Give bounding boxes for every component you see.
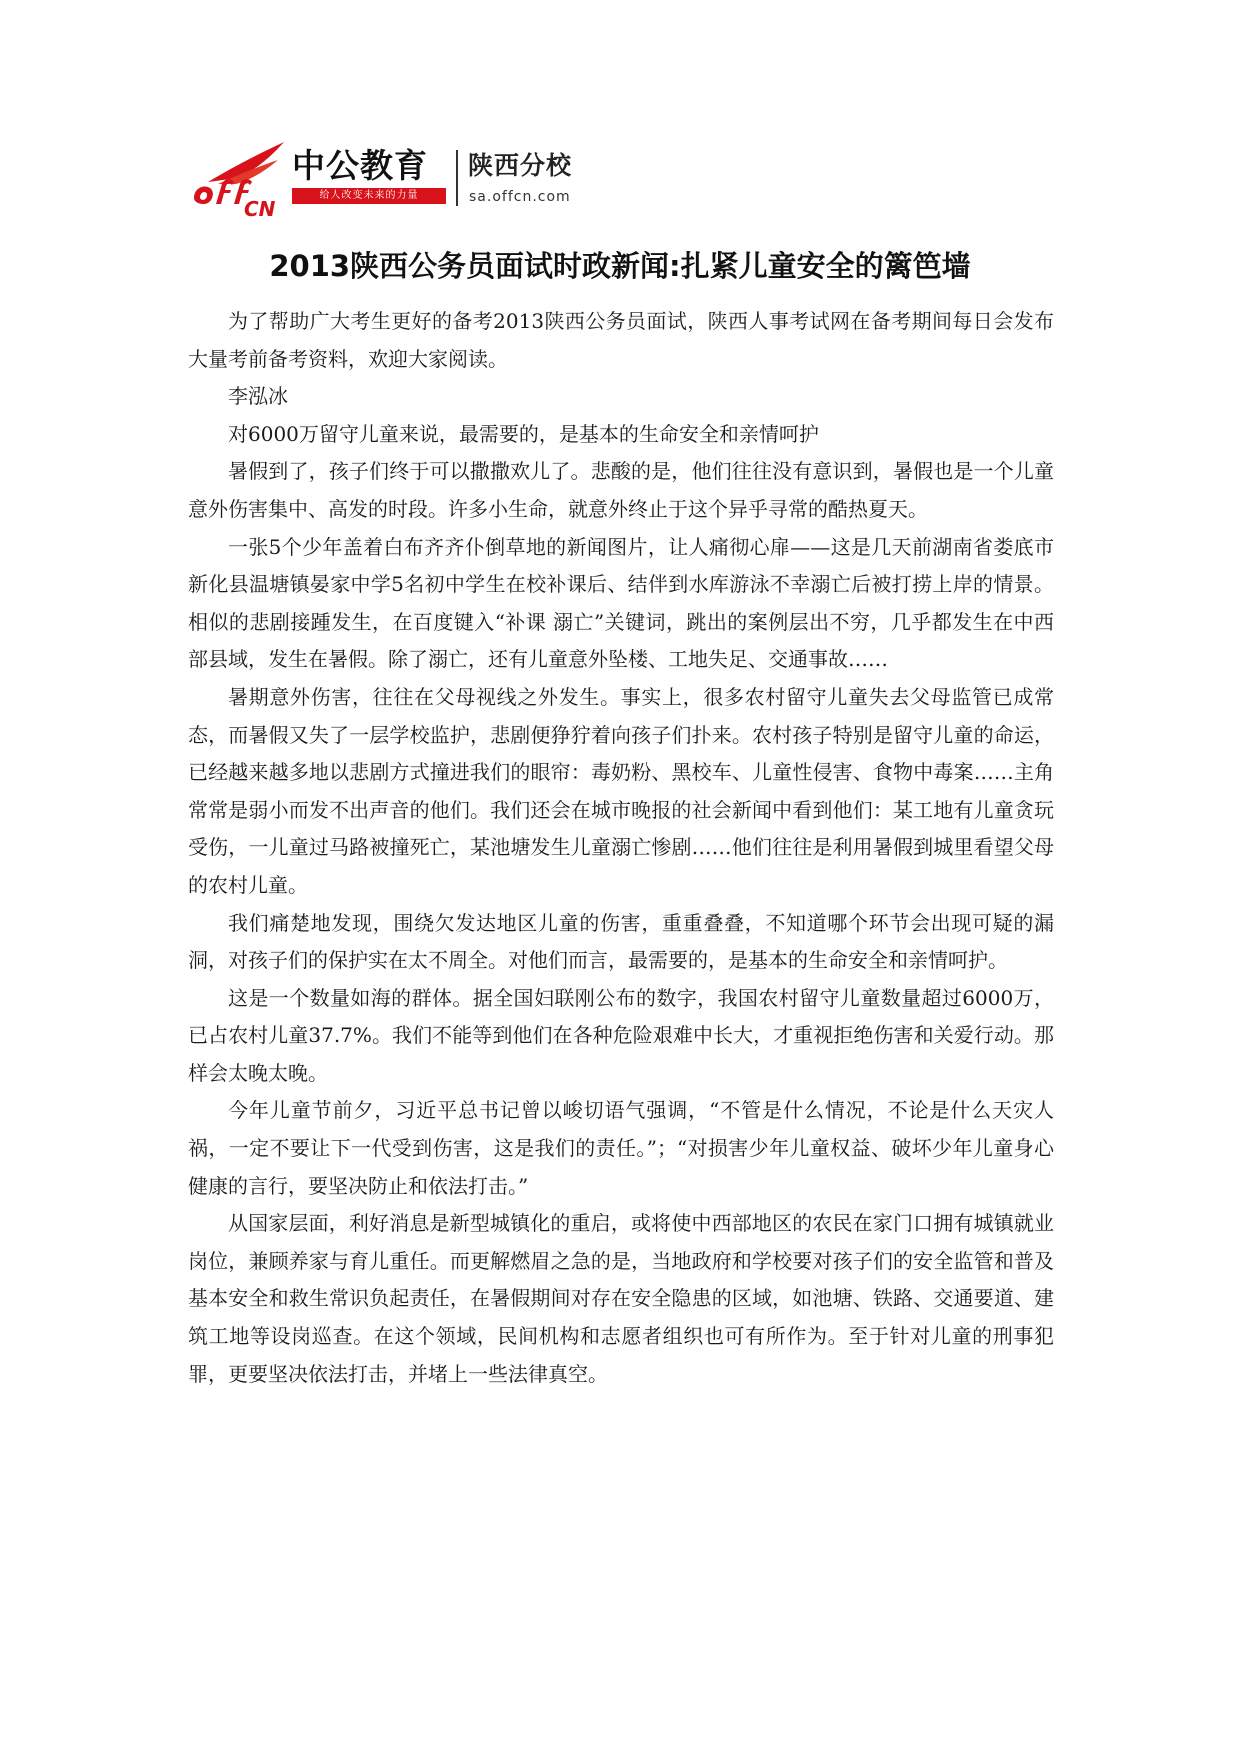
offcn-logo (188, 140, 298, 220)
branch-name: 陕西分校 (468, 151, 573, 180)
paragraph: 今年儿童节前夕，习近平总书记曾以峻切语气强调，“不管是什么情况，不论是什么天灾人祸，一定不要让下一代受到伤害，这是我们的责任。”；“对损害少年儿童权益、破坏少年儿童身心健康的言行，要坚决防止和依法打击。” (188, 1098, 1054, 1198)
branch-url: sa.offcn.com (469, 189, 571, 205)
paragraph: 暑期意外伤害，往往在父母视线之外发生。事实上，很多农村留守儿童失去父母监管已成常态，而暑假又失了一层学校监护，悲剧便狰狞着向孩子们扑来。农村孩子特别是留守儿童的命运，已经越来越多地以悲剧方式撞进我们的眼帘：毒奶粉、黑校车、儿童性侵害、食物中毒案……主角常常是弱小而发不出声音的他们。我们还会在城市晚报的社会新闻中看到他们：某工地有儿童贪玩受伤，一儿童过马路被撞死亡，某池塘发生儿童溺亡惨剧……他们往往是利用暑假到城里看望父母的农村儿童。 (188, 684, 1054, 897)
paragraph: 一张5个少年盖着白布齐齐仆倒草地的新闻图片，让人痛彻心扉——这是几天前湖南省娄底市新化县温塘镇晏家中学5名初中学生在校补课后、结伴到水库游泳不幸溺亡后被打捞上岸的情景。相似的悲剧接踵发生，在百度键入“补课 溺亡”关键词，跳出的案例层出不穷，几乎都发生在中西部县域，发生在暑假。除了溺亡，还有儿童意外坠楼、工地失足、交通事故…… (188, 534, 1054, 672)
paragraph: 暑假到了，孩子们终于可以撒撒欢儿了。悲酸的是，他们往往没有意识到，暑假也是一个儿童意外伤害集中、高发的时段。许多小生命，就意外终止于这个异乎寻常的酷热夏天。 (188, 459, 1054, 521)
logo-slogan: 给人改变未来的力量 (292, 188, 446, 204)
page-header (188, 140, 608, 220)
article-body (188, 303, 1054, 1393)
paragraph-intro: 为了帮助广大考生更好的备考2013陕西公务员面试，陕西人事考试网在备考期间每日会发布大量考前备考资料，欢迎大家阅读。 (188, 309, 1054, 371)
page-title: 2013陕西公务员面试时政新闻:扎紧儿童安全的篱笆墙 (269, 249, 971, 283)
paragraph: 从国家层面，利好消息是新型城镇化的重启，或将使中西部地区的农民在家门口拥有城镇就业岗位，兼顾养家与育儿重任。而更解燃眉之急的是，当地政府和学校要对孩子们的安全监管和普及基本安全和救生常识负起责任，在暑假期间对存在安全隐患的区域，如池塘、铁路、交通要道、建筑工地等设岗巡查。在这个领域，民间机构和志愿者组织也可有所作为。至于针对儿童的刑事犯罪，更要坚决依法打击，并堵上一些法律真空。 (188, 1211, 1054, 1386)
article-subtitle: 对6000万留守儿童来说，最需要的，是基本的生命安全和亲情呵护 (228, 421, 819, 446)
logo-wordmark: 中公教育 (292, 146, 428, 185)
paragraph: 这是一个数量如海的群体。据全国妇联刚公布的数字，我国农村留守儿童数量超过6000万，已占农村儿童37.7%。我们不能等到他们在各种危险艰难中长大，才重视拒绝伤害和关爱行动。那样会太晚太晚。 (188, 985, 1054, 1085)
svg-text:CN: CN (244, 197, 276, 220)
header-divider (456, 150, 458, 206)
paragraph: 我们痛楚地发现，围绕欠发达地区儿童的伤害，重重叠叠，不知道哪个环节会出现可疑的漏洞，对孩子们的保护实在太不周全。对他们而言，最需要的，是基本的生命安全和亲情呵护。 (188, 910, 1054, 973)
author-name: 李泓冰 (228, 384, 288, 409)
